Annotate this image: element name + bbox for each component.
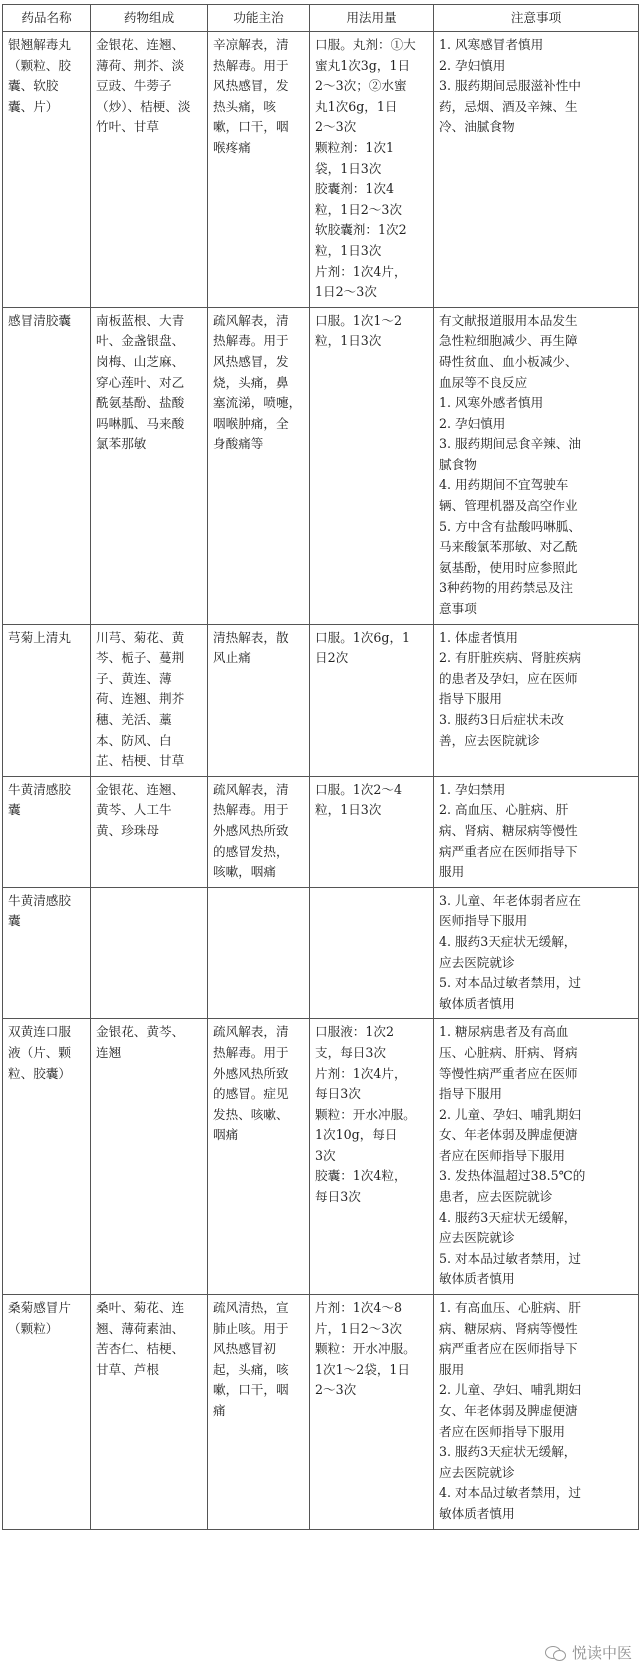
cell-text-line: 粒，1日3次 [315,242,382,258]
cell-text-line: 1次1～2袋，1日 [315,1361,411,1377]
cell-text-line: 压、心脏病、肝病、肾病 [439,1044,578,1060]
cell-text-line: 芎菊上清丸 [8,629,71,645]
cell-text-line: 3. 服药3日后症状未改 [439,712,564,727]
cell-text-line: 应去医院就诊 [439,1230,515,1246]
cell-text-line: 苦杏仁、桔梗、 [96,1341,185,1357]
cell-text-line: 善，应去医院就诊 [439,732,540,748]
cell-text-line: 氨基酚，使用时应参照此 [439,559,578,575]
cell-text-line: 氯苯那敏 [96,436,147,452]
cell-text-line: 急性粒细胞减少、再生障 [439,333,578,349]
header-notes: 注意事项 [434,5,639,32]
cell-text-line: 粒，1日3次 [315,333,382,349]
cell-text-line: 穿心莲叶、对乙 [96,374,185,390]
cell-text-line: 子、黄连、薄 [96,670,172,686]
cell-text-line: 病、肾病、糖尿病等慢性 [439,822,578,838]
composition-cell [91,307,208,624]
cell-text-line: 烧，头痛，鼻 [213,374,289,390]
cell-text-line: 病、糖尿病、肾病等慢性 [439,1320,578,1336]
table-row [3,307,639,624]
usage-cell [310,624,434,776]
function-cell [208,307,310,624]
cell-text-line: 感冒清胶囊 [8,312,71,328]
cell-text-line: 医师指导下服用 [439,913,528,929]
cell-text-line: 薄荷、荆芥、淡 [96,57,185,73]
cell-text-line: 胶囊剂：1次4 [315,181,394,197]
cell-text-line: 嗽，口干，咽 [213,1382,289,1398]
cell-text-line: 片剂：1次4～8 [315,1300,403,1316]
cell-text-line: 血尿等不良反应 [439,374,528,390]
cell-text-line: 嗽，口干，咽 [213,119,289,135]
cell-text-line: 胶囊：1次4粒， [315,1168,407,1184]
cell-text-line: 竹叶、甘草 [96,119,159,135]
cell-text-line: 者应在医师指导下服用 [439,1147,565,1163]
cell-text-line: 日2次 [315,650,349,666]
cell-text-line: 川芎、菊花、黄 [96,629,185,645]
function-cell [208,776,310,887]
cell-text-line: （颗粒） [8,1320,59,1336]
notes-cell [434,307,639,624]
cell-text-line: 患者，应去医院就诊 [439,1189,553,1205]
cell-text-line: 牛黄清感胶 [8,781,71,797]
table-row [3,32,639,308]
cell-text-line: 1. 风寒感冒者慎用 [439,37,544,52]
cell-text-line: 牛黄清感胶 [8,892,71,908]
cell-text-line: 等慢性病严重者应在医师 [439,1065,578,1081]
cell-text-line: 2. 孕妇慎用 [439,57,506,73]
usage-cell [310,1019,434,1295]
cell-text-line: 热解毒。用于 [213,333,289,349]
composition-cell [91,887,208,1019]
cell-text-line: 1. 体虚者慎用 [439,629,518,645]
cell-text-line: 疏风解表，清 [213,781,289,797]
cell-text-line: 风热感冒，发 [213,78,289,94]
composition-cell [91,776,208,887]
cell-text-line: 岗梅、山芝麻、 [96,353,185,369]
cell-text-line: 穗、羌活、藁 [96,712,172,727]
cell-text-line: 5. 对本品过敏者禁用，过 [439,1250,581,1266]
cell-text-line: 痛 [213,1403,226,1418]
cell-text-line: 服用 [439,864,465,880]
drug-table [2,4,639,1530]
table-row [3,776,639,887]
cell-text-line: 药，忌烟、酒及辛辣、生 [439,98,578,114]
notes-cell [434,776,639,887]
cell-text-line: 4. 服药3天症状无缓解， [439,933,577,949]
cell-text-line: 热解毒。用于 [213,802,289,818]
header-function: 功能主治 [208,5,310,32]
composition-cell [91,624,208,776]
cell-text-line: 桑菊感冒片 [8,1300,71,1316]
cell-text-line: 银翘解毒丸 [8,37,71,52]
cell-text-line: 丸1次6g，1日 [315,98,398,114]
cell-text-line: 3种药物的用药禁忌及注 [439,580,573,596]
cell-text-line: 咳嗽，咽痛 [213,864,276,880]
cell-text-line: 2～3次；②水蜜 [315,78,407,94]
cell-text-line: 粒、胶囊） [8,1065,71,1081]
cell-text-line: 4. 服药3天症状无缓解， [439,1209,577,1225]
cell-text-line: 袋，1日3次 [315,160,382,176]
cell-text-line: 病严重者应在医师指导下 [439,1341,578,1357]
cell-text-line: 片剂：1次4片， [315,1065,407,1081]
drug-name-cell [3,624,91,776]
cell-text-line: 芩、栀子、蔓荆 [96,650,185,666]
table-row [3,624,639,776]
cell-text-line: 1日2～3次 [315,284,377,300]
watermark [545,1642,632,1663]
cell-text-line: 起，头痛，咳 [213,1361,289,1377]
cell-text-line: 喉疼痛 [213,139,251,155]
cell-text-line: 者应在医师指导下服用 [439,1423,565,1439]
cell-text-line: 外感风热所致 [213,1065,289,1081]
cell-text-line: 芷、桔梗、甘草 [96,753,185,769]
notes-cell [434,624,639,776]
table-row [3,1019,639,1295]
cell-text-line: 5. 对本品过敏者禁用，过 [439,975,581,991]
cell-text-line: 服用 [439,1361,465,1377]
cell-text-line: 甘草、芦根 [96,1361,159,1377]
cell-text-line: 外感风热所致 [213,822,289,838]
cell-text-line: 1. 有高血压、心脏病、肝 [439,1300,581,1316]
drug-name-cell [3,776,91,887]
drug-name-cell [3,887,91,1019]
cell-text-line: 热头痛，咳 [213,98,276,114]
drug-name-cell [3,1295,91,1530]
function-cell [208,32,310,308]
notes-cell [434,32,639,308]
usage-cell [310,1295,434,1530]
function-cell [208,887,310,1019]
cell-text-line: 叶、金盏银盘、 [96,333,185,349]
cell-text-line: 咽喉肿痛，全 [213,415,289,431]
cell-text-line: 应去医院就诊 [439,954,515,970]
cell-text-line: 口服。1次6g，1 [315,629,411,645]
cell-text-line: 南板蓝根、大青 [96,312,185,328]
table-row [3,1295,639,1530]
header-composition: 药物组成 [91,5,208,32]
cell-text-line: 疏风解表，清 [213,312,289,328]
composition-cell [91,1295,208,1530]
composition-cell [91,1019,208,1295]
cell-text-line: 女、年老体弱及脾虚便溏 [439,1127,578,1143]
cell-text-line: 黄芩、人工牛 [96,802,172,818]
cell-text-line: 敏体质者慎用 [439,1271,515,1287]
cell-text-line: 液（片、颗 [8,1044,71,1060]
cell-text-line: 粒，1日2～3次 [315,201,403,217]
function-cell [208,1295,310,1530]
cell-text-line: 3. 发热体温超过38.5℃的 [439,1168,586,1184]
function-cell [208,624,310,776]
cell-text-line: 热解毒。用于 [213,57,289,73]
cell-text-line: 囊、片） [8,98,59,114]
cell-text-line: 2. 有肝脏疾病、肾脏疾病 [439,650,581,666]
cell-text-line: 颗粒：开水冲服。 [315,1106,416,1122]
cell-text-line: 的感冒。症见 [213,1086,289,1102]
notes-cell [434,887,639,1019]
cell-text-line: 翘、薄荷素油、 [96,1320,185,1336]
cell-text-line: 3. 儿童、年老体弱者应在 [439,892,581,908]
cell-text-line: 豆豉、牛蒡子 [96,78,172,94]
cell-text-line: 3次 [315,1147,336,1163]
cell-text-line: 口服液：1次2 [315,1024,394,1040]
cell-text-line: 塞流涕，喷嚏， [213,395,302,411]
composition-cell [91,32,208,308]
cell-text-line: 辆、管理机器及高空作业 [439,498,578,514]
cell-text-line: 支，每日3次 [315,1044,386,1060]
cell-text-line: 片，1日2～3次 [315,1320,403,1336]
cell-text-line: 片剂：1次4片， [315,263,407,279]
cell-text-line: 2～3次 [315,119,357,135]
cell-text-line: 2. 孕妇慎用 [439,415,506,431]
cell-text-line: 风热感冒，发 [213,353,289,369]
cell-text-line: 囊 [8,802,21,818]
cell-text-line: 蜜丸1次3g，1日 [315,57,411,73]
cell-text-line: 口服。1次2～4 [315,781,403,797]
notes-cell [434,1019,639,1295]
cell-text-line: 马来酸氯苯那敏、对乙酰 [439,539,578,555]
cell-text-line: 酰氨基酚、盐酸 [96,395,185,411]
notes-cell [434,1295,639,1530]
cell-text-line: （颗粒、胶 [8,57,71,73]
cell-text-line: 每日3次 [315,1189,361,1205]
cell-text-line: 1. 风寒外感者慎用 [439,395,544,411]
cell-text-line: 5. 方中含有盐酸吗啉胍、 [439,518,581,534]
usage-cell [310,887,434,1019]
cell-text-line: 本、防风、白 [96,732,172,748]
cell-text-line: 风止痛 [213,650,251,666]
cell-text-line: 金银花、连翘、 [96,781,185,797]
cell-text-line: 1. 孕妇禁用 [439,781,506,797]
cell-text-line: 热解毒。用于 [213,1044,289,1060]
cell-text-line: 腻食物 [439,456,477,472]
cell-text-line: 颗粒剂：1次1 [315,139,394,155]
cell-text-line: （炒）、桔梗、淡 [96,98,191,114]
function-cell [208,1019,310,1295]
cell-text-line: 敏体质者慎用 [439,1505,515,1521]
header-usage: 用法用量 [310,5,434,32]
cell-text-line: 口服。1次1～2 [315,312,403,328]
drug-name-cell [3,1019,91,1295]
cell-text-line: 碍性贫血、血小板减少、 [439,353,578,369]
wechat-icon [545,1644,567,1662]
watermark-text: 悦读中医 [571,1644,632,1662]
cell-text-line: 颗粒：开水冲服。 [315,1341,416,1357]
cell-text-line: 肺止咳。用于 [213,1320,289,1336]
usage-cell [310,32,434,308]
cell-text-line: 4. 用药期间不宜驾驶车 [439,477,569,493]
cell-text-line: 囊、软胶 [8,78,59,94]
cell-text-line: 3. 服药期间忌食辛辣、油 [439,436,581,452]
cell-text-line: 意事项 [439,601,477,617]
cell-text-line: 吗啉胍、马来酸 [96,415,185,431]
cell-text-line: 有文献报道服用本品发生 [439,312,578,328]
cell-text-line: 2. 高血压、心脏病、肝 [439,802,569,818]
table-body [3,32,639,1530]
header-row [3,5,639,32]
table-header [3,5,639,32]
cell-text-line: 2. 儿童、孕妇、哺乳期妇 [439,1106,581,1122]
cell-text-line: 每日3次 [315,1086,361,1102]
cell-text-line: 辛凉解表，清 [213,37,289,52]
cell-text-line: 应去医院就诊 [439,1464,515,1480]
cell-text-line: 囊 [8,913,21,929]
cell-text-line: 指导下服用 [439,691,502,707]
cell-text-line: 3. 服药期间忌服滋补性中 [439,78,581,94]
cell-text-line: 金银花、黄芩、 [96,1024,185,1040]
cell-text-line: 2～3次 [315,1382,357,1398]
cell-text-line: 风热感冒初 [213,1341,276,1357]
usage-cell [310,776,434,887]
cell-text-line: 敏体质者慎用 [439,995,515,1011]
cell-text-line: 粒，1日3次 [315,802,382,818]
cell-text-line: 黄、珍珠母 [96,822,159,838]
cell-text-line: 发热、咳嗽、 [213,1106,289,1122]
cell-text-line: 的患者及孕妇，应在医师 [439,670,578,686]
cell-text-line: 双黄连口服 [8,1024,71,1040]
cell-text-line: 2. 儿童、孕妇、哺乳期妇 [439,1382,581,1398]
cell-text-line: 桑叶、菊花、连 [96,1300,185,1316]
cell-text-line: 连翘 [96,1044,122,1060]
cell-text-line: 金银花、连翘、 [96,37,185,52]
cell-text-line: 病严重者应在医师指导下 [439,843,578,859]
cell-text-line: 4. 对本品过敏者禁用，过 [439,1485,581,1501]
cell-text-line: 清热解表，散 [213,629,289,645]
usage-cell [310,307,434,624]
table-row [3,887,639,1019]
cell-text-line: 1. 糖尿病患者及有高血 [439,1024,569,1040]
cell-text-line: 1次10g，每日 [315,1127,398,1143]
drug-name-cell [3,32,91,308]
cell-text-line: 口服。丸剂：①大 [315,37,416,52]
cell-text-line: 3. 服药3天症状无缓解， [439,1444,577,1460]
cell-text-line: 软胶囊剂：1次2 [315,222,407,238]
cell-text-line: 女、年老体弱及脾虚便溏 [439,1403,578,1418]
cell-text-line: 指导下服用 [439,1086,502,1102]
cell-text-line: 冷、油腻食物 [439,119,515,135]
cell-text-line: 身酸痛等 [213,436,264,452]
cell-text-line: 咽痛 [213,1127,239,1143]
header-drug-name: 药品名称 [3,5,91,32]
cell-text-line: 荷、连翘、荆芥 [96,691,185,707]
cell-text-line: 疏风解表，清 [213,1024,289,1040]
drug-name-cell [3,307,91,624]
cell-text-line: 疏风清热，宣 [213,1300,289,1316]
cell-text-line: 的感冒发热， [213,843,289,859]
